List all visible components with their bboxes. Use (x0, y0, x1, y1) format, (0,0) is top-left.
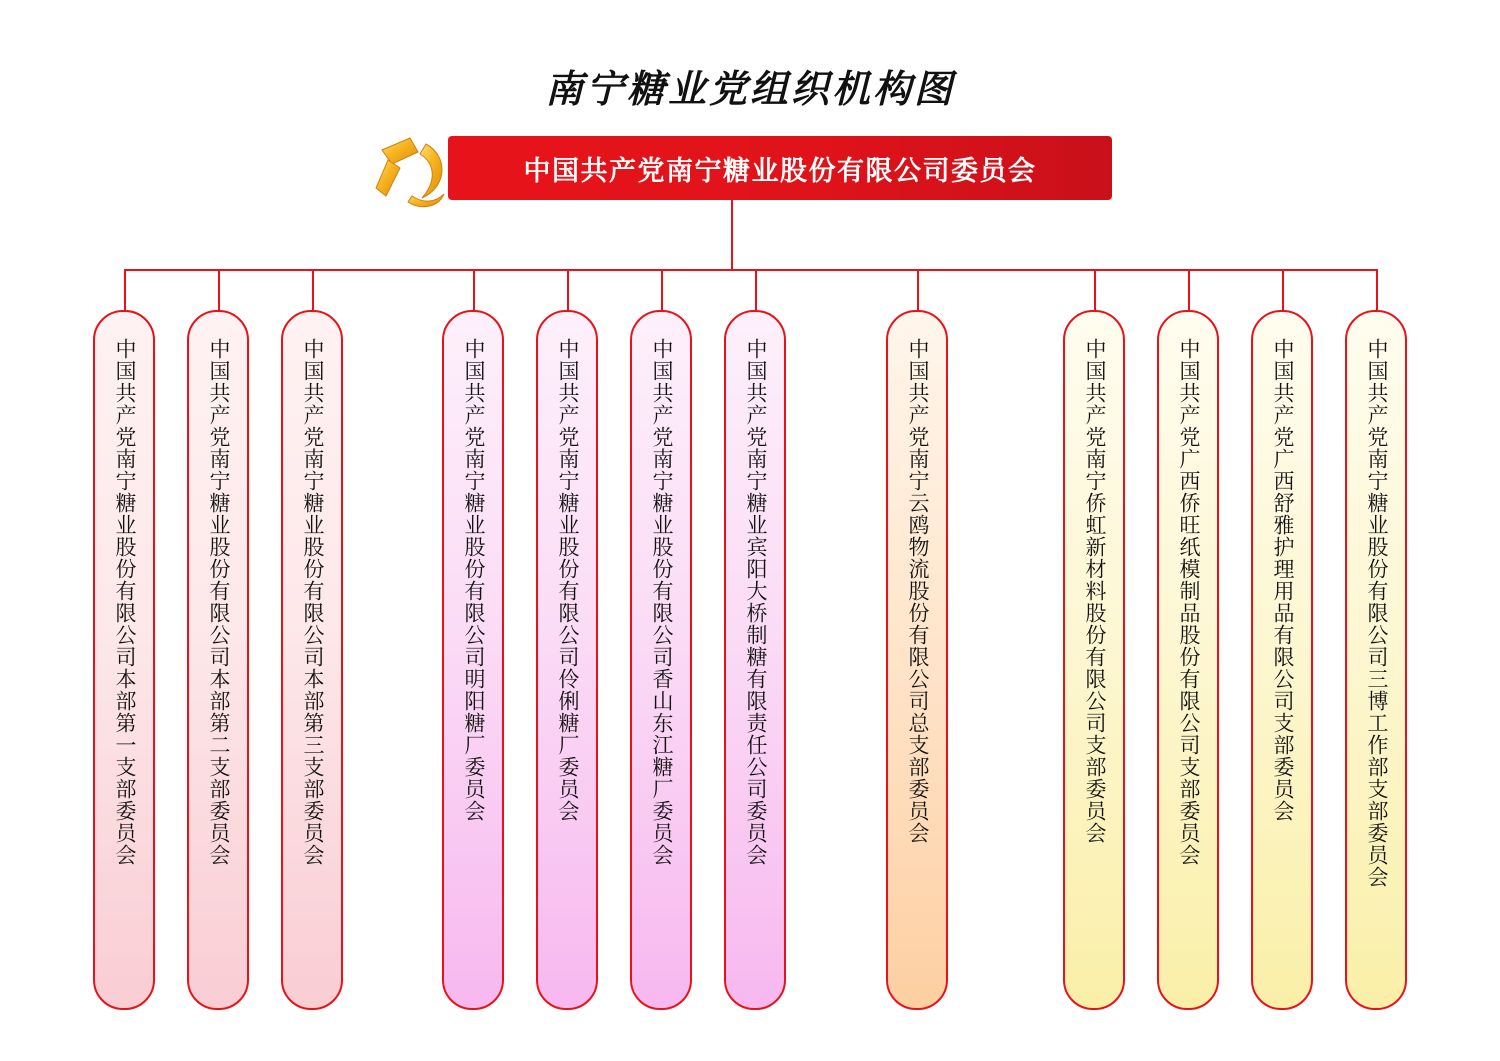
org-node-label: 中国共产党南宁侨虹新材料股份有限公司支部委员会 (1083, 338, 1107, 844)
org-node-11 (1251, 310, 1313, 1010)
org-node-label: 中国共产党南宁糖业宾阳大桥制糖有限责任公司委员会 (744, 338, 768, 866)
org-node-label: 中国共产党广西舒雅护理用品有限公司支部委员会 (1271, 338, 1295, 822)
org-node-2 (187, 310, 249, 1010)
org-node-6 (630, 310, 692, 1010)
org-node-3 (281, 310, 343, 1010)
connector-drop-10 (1188, 269, 1190, 311)
connector-drop-5 (567, 269, 569, 311)
org-node-8 (886, 310, 948, 1010)
connector-drop-8 (917, 269, 919, 311)
org-node-9 (1063, 310, 1125, 1010)
org-node-12 (1345, 310, 1407, 1010)
connector-drop-11 (1282, 269, 1284, 311)
connector-drop-6 (661, 269, 663, 311)
root-node (352, 136, 1112, 200)
org-node-label: 中国共产党南宁云鸥物流股份有限公司总支部委员会 (906, 338, 930, 844)
connector-drop-1 (124, 269, 126, 311)
org-node-label: 中国共产党南宁糖业股份有限公司本部第二支部委员会 (207, 338, 231, 866)
org-node-1 (93, 310, 155, 1010)
connector-drop-4 (473, 269, 475, 311)
org-node-label: 中国共产党南宁糖业股份有限公司明阳糖厂委员会 (462, 338, 486, 822)
org-node-7 (724, 310, 786, 1010)
root-banner (448, 136, 1112, 200)
org-node-5 (536, 310, 598, 1010)
org-node-4 (442, 310, 504, 1010)
org-node-label: 中国共产党南宁糖业股份有限公司本部第一支部委员会 (113, 338, 137, 866)
root-label: 中国共产党南宁糖业股份有限公司委员会 (523, 155, 1037, 186)
connector-drop-3 (312, 269, 314, 311)
page-title: 南宁糖业党组织机构图 (544, 69, 955, 111)
org-node-label: 中国共产党南宁糖业股份有限公司三博工作部支部委员会 (1365, 338, 1389, 888)
org-node-label: 中国共产党南宁糖业股份有限公司香山东江糖厂委员会 (650, 338, 674, 866)
connector-drop-9 (1094, 269, 1096, 311)
connector-drop-2 (218, 269, 220, 311)
org-node-label: 中国共产党广西侨旺纸模制品股份有限公司支部委员会 (1177, 338, 1201, 866)
connector-drop-12 (1376, 269, 1378, 311)
connector-trunk (731, 200, 733, 270)
org-node-10 (1157, 310, 1219, 1010)
connector-drop-7 (755, 269, 757, 311)
org-node-label: 中国共产党南宁糖业股份有限公司本部第三支部委员会 (301, 338, 325, 866)
org-node-label: 中国共产党南宁糖业股份有限公司伶俐糖厂委员会 (556, 338, 580, 822)
